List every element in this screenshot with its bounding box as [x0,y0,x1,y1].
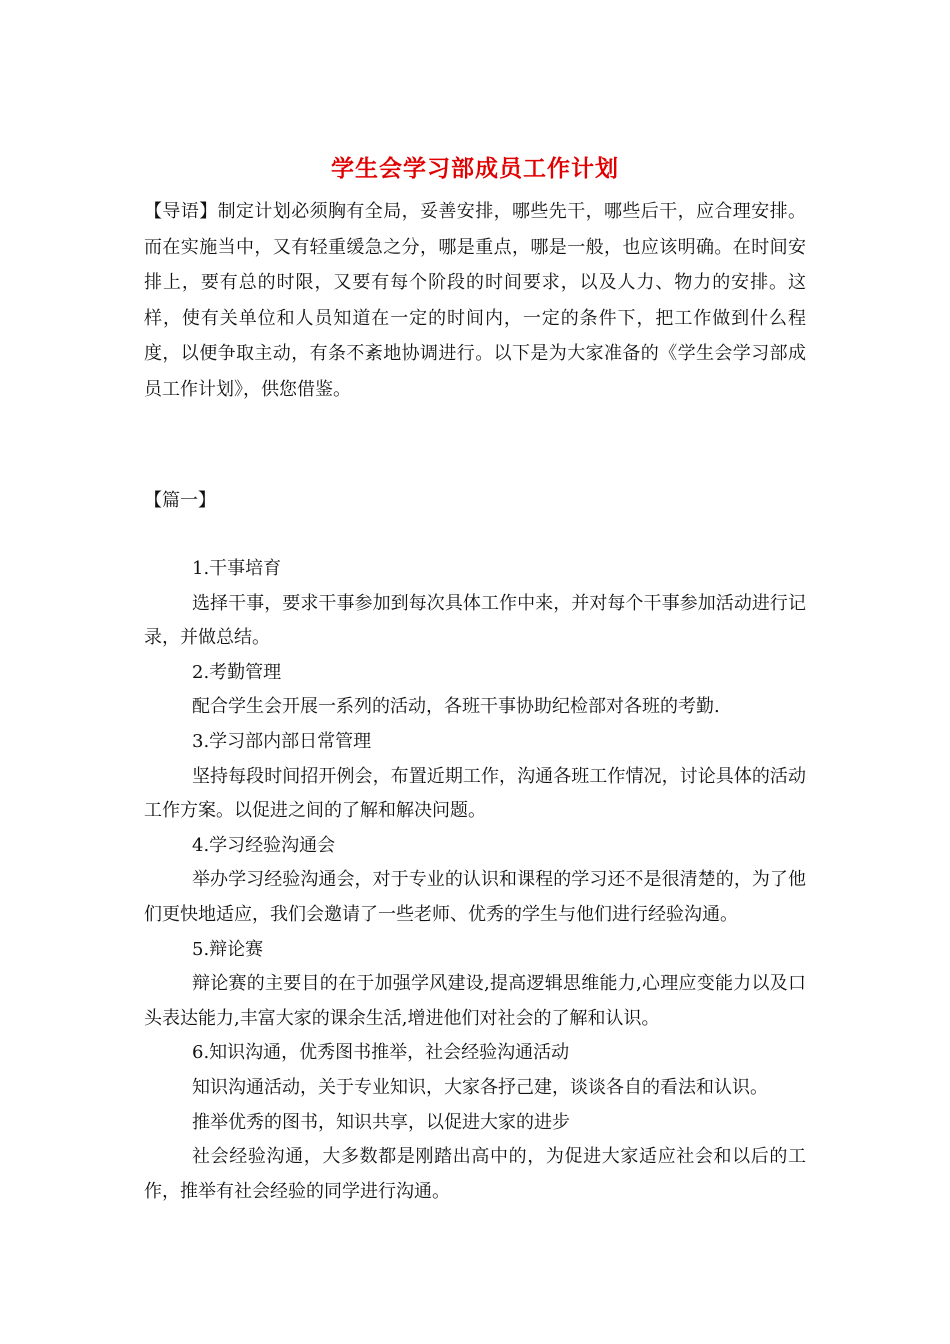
body-paragraph: 推举优秀的图书，知识共享，以促进大家的进步 [192,1111,570,1133]
heading-item-3: 3.学习部内部日常管理 [192,730,372,752]
body-content [144,552,806,1209]
heading-item-5: 5.辩论赛 [192,938,264,960]
body-paragraph: 配合学生会开展一系列的活动，各班干事协助纪检部对各班的考勤. [192,696,720,718]
intro-paragraph: 【导语】制定计划必须胸有全局，妥善安排，哪些先干，哪些后干，应合理安排。而在实施当中，又有轻重缓急之分，哪是重点，哪是一般，也应该明确。在时间安排上，要有总的时限，又要有每个阶段的时间要求，以及人力、物力的安排。这样，使有关单位和人员知道在一定的时间内，一定的条件下，把工作做到什么程度，以便争取主动，有条不紊地协调进行。以下是为大家准备的《学生会学习部成员工作计划》，供您借鉴。 [144,201,806,400]
body-paragraph: 社会经验沟通，大多数都是刚踏出高中的，为促进大家适应社会和以后的工作，推举有社会经验的同学进行沟通。 [144,1146,806,1202]
body-paragraph: 选择干事，要求干事参加到每次具体工作中来，并对每个干事参加活动进行记录，并做总结。 [144,592,806,649]
heading-item-2: 2.考勤管理 [192,661,282,683]
document-title: 学生会学习部成员工作计划 [331,156,619,182]
body-paragraph: 知识沟通活动，关于专业知识，大家各抒己建，谈谈各自的看法和认识。 [192,1076,768,1098]
body-paragraph: 坚持每段时间招开例会，布置近期工作，沟通各班工作情况，讨论具体的活动工作方案。以促进之间的了解和解决问题。 [144,765,806,822]
body-paragraph: 举办学习经验沟通会，对于专业的认识和课程的学习还不是很清楚的，为了他们更快地适应，我们会邀请了一些老师、优秀的学生与他们进行经验沟通。 [144,869,806,925]
heading-item-4: 4.学习经验沟通会 [192,834,336,856]
heading-item-1: 1.干事培育 [192,558,282,579]
body-paragraph: 辩论赛的主要目的在于加强学风建设,提高逻辑思维能力,心理应变能力以及口头表达能力,丰富大家的课余生活,增进他们对社会的了解和认识。 [144,973,806,1029]
heading-item-6: 6.知识沟通，优秀图书推举，社会经验沟通活动 [192,1042,570,1064]
section-label: 【篇一】 [144,490,216,511]
